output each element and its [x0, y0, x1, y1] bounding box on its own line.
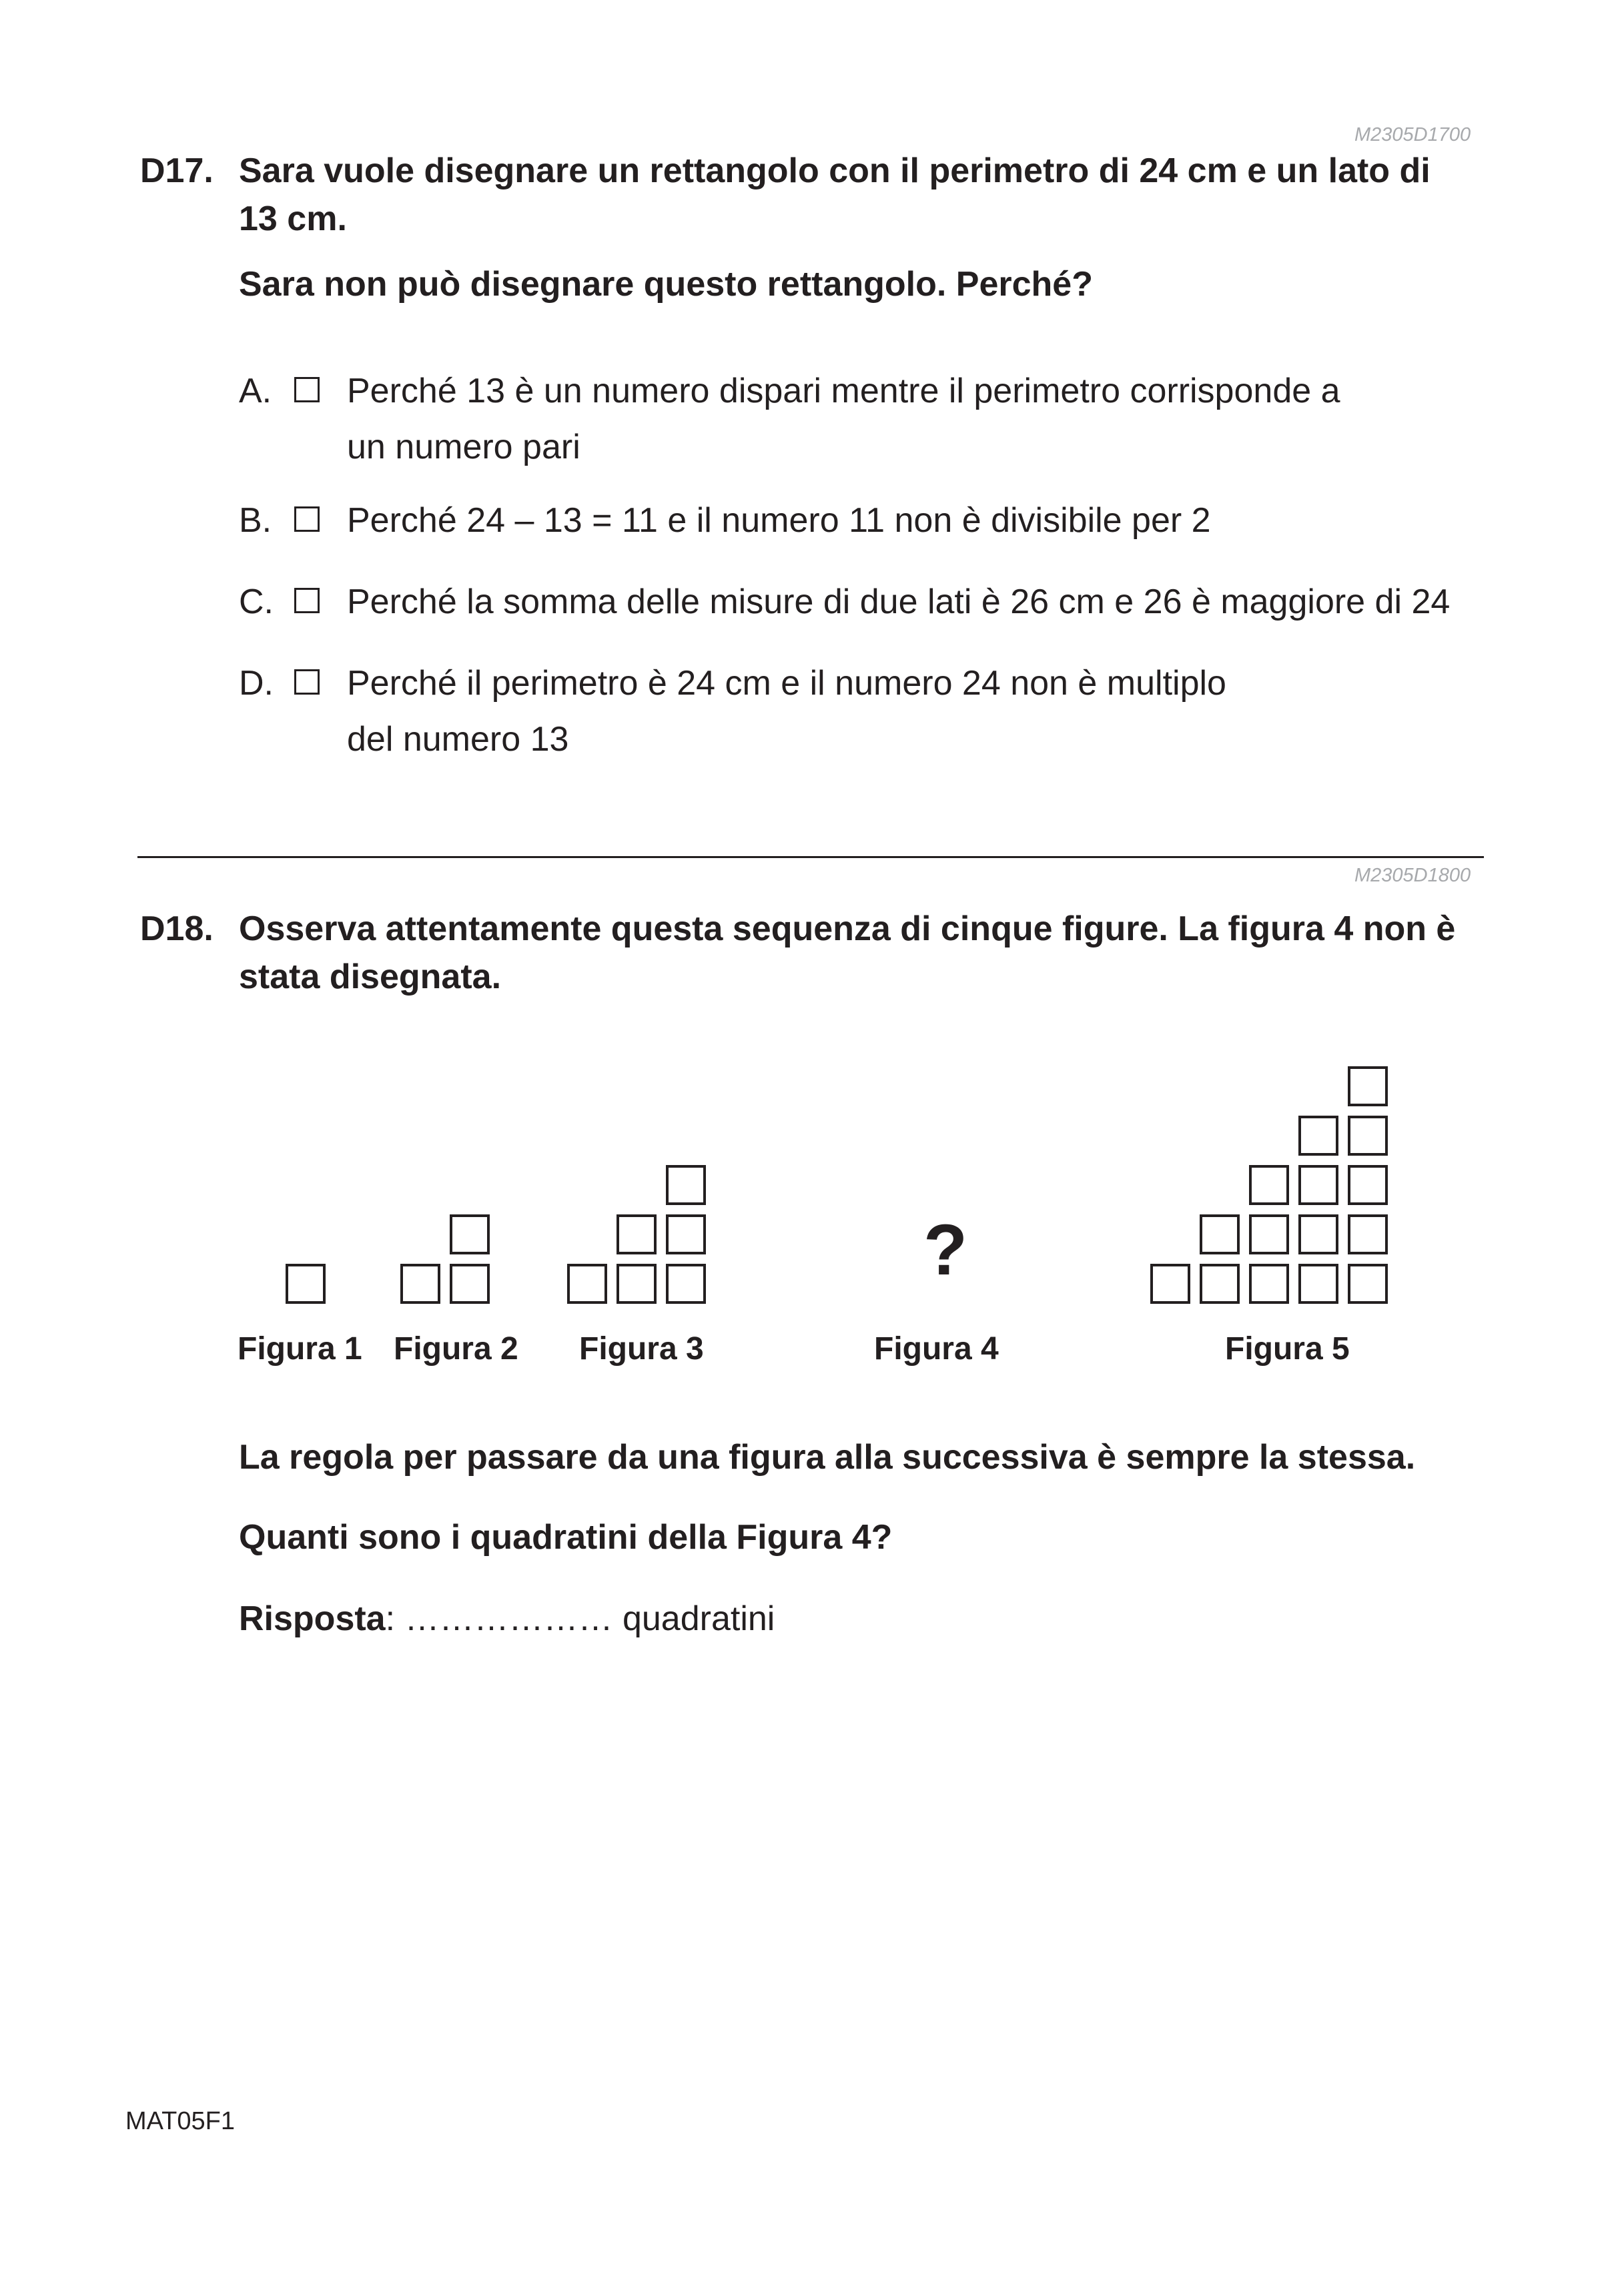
option-text-b: Perché 24 – 13 = 11 e il numero 11 non è divisibile per 2 — [347, 501, 1211, 540]
figure-square — [286, 1264, 326, 1304]
figure-square — [1298, 1165, 1338, 1205]
option-checkbox-b[interactable] — [294, 506, 320, 532]
figure-label-1: Figura 1 — [238, 1331, 362, 1367]
figure-square — [1348, 1264, 1388, 1304]
option-text-a-line1: Perché 13 è un numero dispari mentre il perimetro corrisponde a — [347, 372, 1340, 410]
option-text-a-line2: un numero pari — [347, 428, 580, 466]
figure-4-question-mark: ? — [923, 1209, 967, 1290]
question-stem-line1-d18: Osserva attentamente questa sequenza di cinque figure. La figura 4 non è — [239, 909, 1456, 948]
section-divider — [137, 856, 1484, 858]
item-code-d18: M2305D1800 — [1354, 865, 1471, 886]
figure-label-5: Figura 5 — [1225, 1331, 1350, 1367]
figure-square — [1298, 1264, 1338, 1304]
footer-code: MAT05F1 — [125, 2107, 236, 2135]
figure-square — [1348, 1116, 1388, 1156]
question-stem-line2-d18: stata disegnata. — [239, 958, 502, 996]
figure-label-3: Figura 3 — [579, 1331, 704, 1367]
figure-square — [617, 1214, 657, 1254]
option-checkbox-d[interactable] — [294, 669, 320, 695]
figure-square — [1298, 1214, 1338, 1254]
answer-label: Risposta — [239, 1599, 386, 1638]
figure-label-2: Figura 2 — [394, 1331, 518, 1367]
option-text-c: Perché la somma delle misure di due lati è 26 cm e 26 è maggiore di 24 — [347, 583, 1451, 621]
option-letter-c: C. — [239, 583, 274, 621]
figure-square — [450, 1214, 490, 1254]
figure-square — [450, 1264, 490, 1304]
question-number-d17: D17. — [140, 151, 214, 190]
figure-square — [617, 1264, 657, 1304]
figure-square — [567, 1264, 607, 1304]
figure-square — [1348, 1165, 1388, 1205]
option-letter-d: D. — [239, 664, 274, 703]
question-stem-line1-d17: Sara vuole disegnare un rettangolo con il perimetro di 24 cm e un lato di — [239, 151, 1431, 190]
option-letter-a: A. — [239, 372, 272, 410]
figure-square — [1249, 1264, 1289, 1304]
figure-square — [1249, 1165, 1289, 1205]
option-text-d-line2: del numero 13 — [347, 720, 569, 759]
figure-square — [666, 1264, 706, 1304]
figure-square — [1200, 1214, 1240, 1254]
question-stem-line2-d17: 13 cm. — [239, 200, 347, 238]
figure-square — [1249, 1214, 1289, 1254]
item-code-d17: M2305D1700 — [1354, 124, 1471, 145]
rule-statement: La regola per passare da una figura alla successiva è sempre la stessa. — [239, 1438, 1416, 1477]
figure-square — [1200, 1264, 1240, 1304]
figure-square — [1348, 1214, 1388, 1254]
figure-square — [1150, 1264, 1190, 1304]
answer-line[interactable] — [239, 1599, 775, 1639]
figure-square — [400, 1264, 440, 1304]
question-prompt-d17: Sara non può disegnare questo rettangolo. Perché? — [239, 265, 1093, 304]
option-text-d-line1: Perché il perimetro è 24 cm e il numero 24 non è multiplo — [347, 664, 1226, 703]
figure-square — [1348, 1066, 1388, 1106]
answer-blank[interactable]: : ……………… quadratini — [385, 1599, 775, 1638]
option-checkbox-a[interactable] — [294, 377, 320, 402]
figure-square — [666, 1165, 706, 1205]
question-prompt-d18: Quanti sono i quadratini della Figura 4? — [239, 1518, 893, 1557]
option-checkbox-c[interactable] — [294, 588, 320, 613]
question-number-d18: D18. — [140, 909, 214, 948]
figure-square — [666, 1214, 706, 1254]
option-letter-b: B. — [239, 501, 272, 540]
figure-label-4: Figura 4 — [874, 1331, 999, 1367]
figure-square — [1298, 1116, 1338, 1156]
